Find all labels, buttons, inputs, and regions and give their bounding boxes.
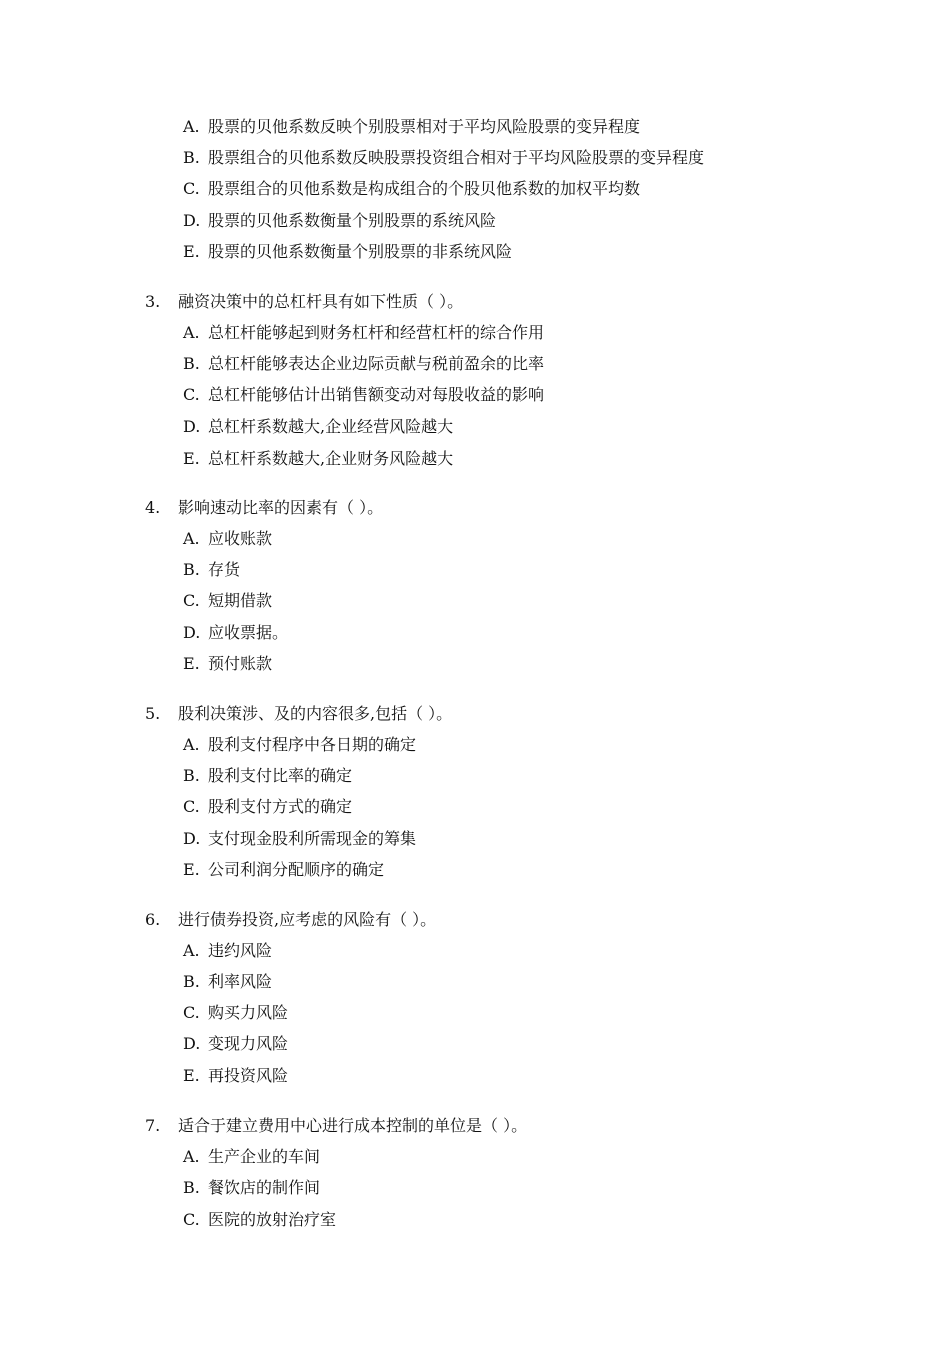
option-letter: D. bbox=[183, 417, 201, 436]
option-text: 股票组合的贝他系数是构成组合的个股贝他系数的加权平均数 bbox=[208, 179, 641, 198]
option-text: 总杠杆能够估计出销售额变动对每股收益的影响 bbox=[208, 385, 545, 404]
answer-option bbox=[183, 417, 943, 437]
question-stem bbox=[145, 498, 905, 518]
option-text: 违约风险 bbox=[208, 941, 273, 960]
option-text: 总杠杆能够起到财务杠杆和经营杠杆的综合作用 bbox=[208, 323, 545, 342]
option-letter: B. bbox=[183, 1178, 200, 1197]
option-text: 股票的贝他系数衡量个别股票的系统风险 bbox=[208, 211, 497, 230]
question-text: 融资决策中的总杠杆具有如下性质（ ）。 bbox=[178, 292, 464, 311]
question-text: 适合于建立费用中心进行成本控制的单位是（ ）。 bbox=[178, 1116, 528, 1135]
question-text: 股利决策涉、及的内容很多,包括（ ）。 bbox=[178, 704, 453, 723]
option-letter: A. bbox=[183, 941, 200, 960]
option-letter: E. bbox=[183, 242, 200, 261]
option-text: 再投资风险 bbox=[208, 1066, 289, 1085]
answer-option bbox=[183, 242, 943, 262]
answer-option bbox=[183, 211, 943, 231]
answer-option bbox=[183, 972, 943, 992]
answer-option bbox=[183, 623, 943, 643]
option-text: 存货 bbox=[208, 560, 241, 579]
answer-option bbox=[183, 148, 943, 168]
option-letter: C. bbox=[183, 797, 200, 816]
option-letter: A. bbox=[183, 323, 200, 342]
answer-option bbox=[183, 766, 943, 786]
option-letter: D. bbox=[183, 1034, 201, 1053]
question-number: 3. bbox=[145, 292, 161, 311]
question-text: 影响速动比率的因素有（ ）。 bbox=[178, 498, 384, 517]
option-text: 总杠杆系数越大,企业经营风险越大 bbox=[208, 417, 454, 436]
option-text: 生产企业的车间 bbox=[208, 1147, 321, 1166]
answer-option bbox=[183, 941, 943, 961]
option-text: 购买力风险 bbox=[208, 1003, 289, 1022]
option-letter: E. bbox=[183, 1066, 200, 1085]
option-letter: A. bbox=[183, 529, 200, 548]
answer-option bbox=[183, 654, 943, 674]
option-letter: C. bbox=[183, 1210, 200, 1229]
option-letter: D. bbox=[183, 623, 201, 642]
option-letter: A. bbox=[183, 1147, 200, 1166]
option-letter: C. bbox=[183, 179, 200, 198]
option-letter: C. bbox=[183, 591, 200, 610]
option-letter: E. bbox=[183, 654, 200, 673]
option-letter: E. bbox=[183, 449, 200, 468]
option-text: 公司利润分配顺序的确定 bbox=[208, 860, 385, 879]
option-letter: C. bbox=[183, 385, 200, 404]
option-letter: E. bbox=[183, 860, 200, 879]
answer-option bbox=[183, 1034, 943, 1054]
answer-option bbox=[183, 323, 943, 343]
option-text: 预付账款 bbox=[208, 654, 273, 673]
option-letter: B. bbox=[183, 148, 200, 167]
option-text: 短期借款 bbox=[208, 591, 273, 610]
option-letter: D. bbox=[183, 211, 201, 230]
option-text: 股票的贝他系数反映个别股票相对于平均风险股票的变异程度 bbox=[208, 117, 641, 136]
answer-option bbox=[183, 1066, 943, 1086]
option-letter: B. bbox=[183, 766, 200, 785]
option-text: 股票组合的贝他系数反映股票投资组合相对于平均风险股票的变异程度 bbox=[208, 148, 705, 167]
question-number: 6. bbox=[145, 910, 161, 929]
option-text: 餐饮店的制作间 bbox=[208, 1178, 321, 1197]
option-text: 变现力风险 bbox=[208, 1034, 289, 1053]
question-stem bbox=[145, 704, 905, 724]
question-stem bbox=[145, 1116, 905, 1136]
answer-option bbox=[183, 449, 943, 469]
answer-option bbox=[183, 591, 943, 611]
option-letter: B. bbox=[183, 560, 200, 579]
answer-option bbox=[183, 1003, 943, 1023]
option-text: 医院的放射治疗室 bbox=[208, 1210, 337, 1229]
question-stem bbox=[145, 910, 905, 930]
option-letter: A. bbox=[183, 117, 200, 136]
answer-option bbox=[183, 860, 943, 880]
option-text: 应收票据。 bbox=[208, 623, 289, 642]
option-letter: C. bbox=[183, 1003, 200, 1022]
answer-option bbox=[183, 797, 943, 817]
question-number: 4. bbox=[145, 498, 161, 517]
answer-option bbox=[183, 1178, 943, 1198]
question-text: 进行债券投资,应考虑的风险有（ ）。 bbox=[178, 910, 437, 929]
answer-option bbox=[183, 117, 943, 137]
option-text: 股利支付方式的确定 bbox=[208, 797, 353, 816]
option-text: 利率风险 bbox=[208, 972, 273, 991]
option-letter: B. bbox=[183, 972, 200, 991]
option-text: 支付现金股利所需现金的筹集 bbox=[208, 829, 417, 848]
option-letter: A. bbox=[183, 735, 200, 754]
answer-option bbox=[183, 829, 943, 849]
option-text: 股票的贝他系数衡量个别股票的非系统风险 bbox=[208, 242, 513, 261]
answer-option bbox=[183, 354, 943, 374]
option-letter: D. bbox=[183, 829, 201, 848]
option-text: 应收账款 bbox=[208, 529, 273, 548]
answer-option bbox=[183, 1210, 943, 1230]
answer-option bbox=[183, 560, 943, 580]
question-number: 7. bbox=[145, 1116, 161, 1135]
option-text: 股利支付程序中各日期的确定 bbox=[208, 735, 417, 754]
answer-option bbox=[183, 385, 943, 405]
option-text: 总杠杆能够表达企业边际贡献与税前盈余的比率 bbox=[208, 354, 545, 373]
question-stem bbox=[145, 292, 905, 312]
answer-option bbox=[183, 1147, 943, 1167]
answer-option bbox=[183, 735, 943, 755]
option-text: 股利支付比率的确定 bbox=[208, 766, 353, 785]
answer-option bbox=[183, 179, 943, 199]
question-number: 5. bbox=[145, 704, 161, 723]
answer-option bbox=[183, 529, 943, 549]
option-letter: B. bbox=[183, 354, 200, 373]
option-text: 总杠杆系数越大,企业财务风险越大 bbox=[208, 449, 454, 468]
